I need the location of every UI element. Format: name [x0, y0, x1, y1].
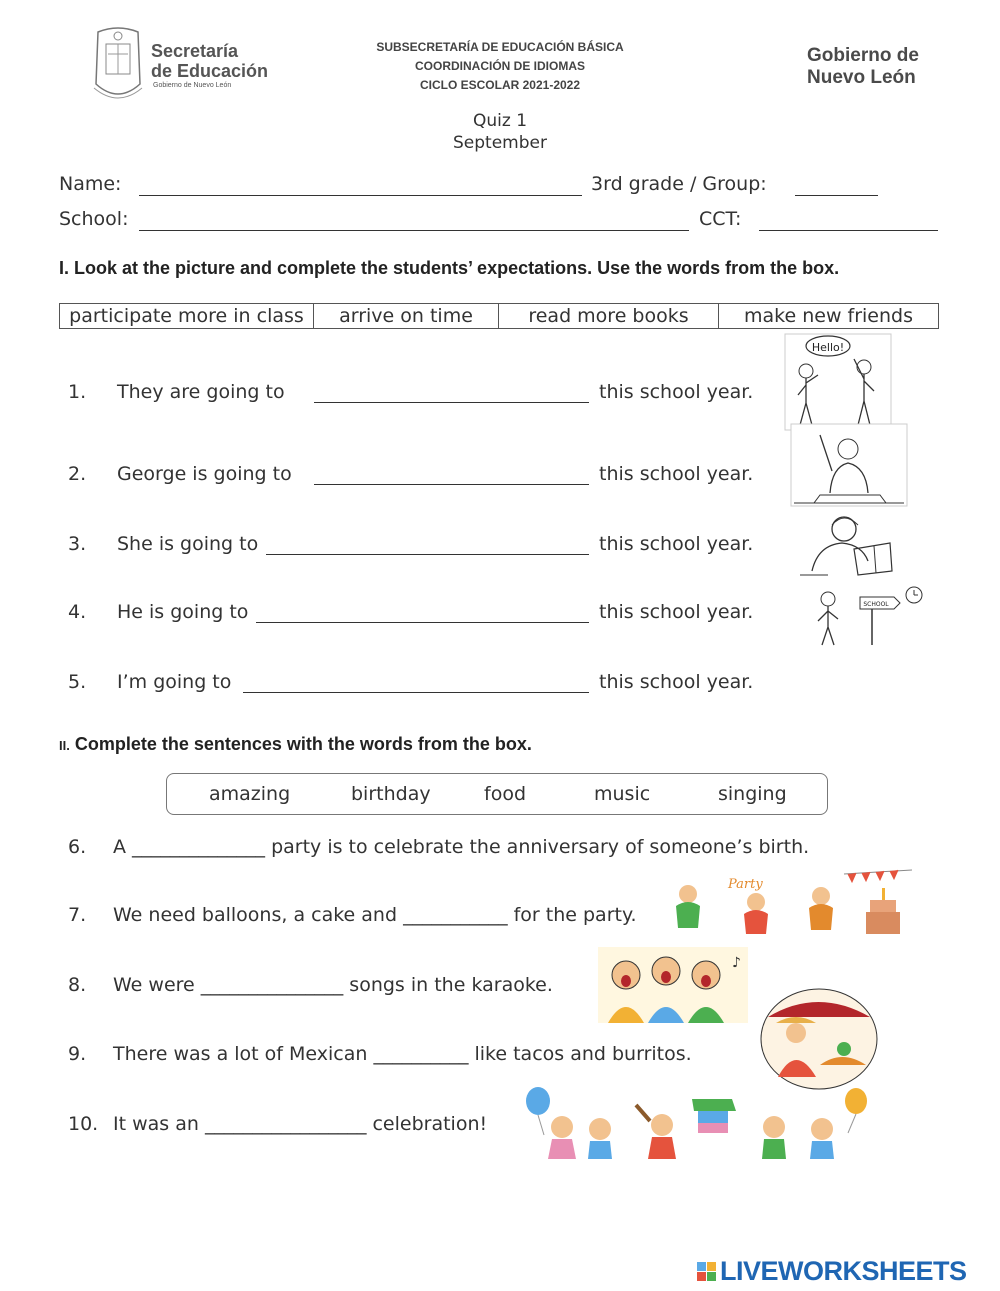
group-input-line[interactable] — [795, 195, 878, 196]
item-number: 1. — [68, 381, 87, 403]
read-books-picture — [798, 511, 898, 577]
logo-text-secretaria: Secretaría — [151, 41, 239, 61]
section2-heading — [59, 734, 532, 755]
karaoke-singing-picture — [598, 947, 748, 1023]
quiz-title: Quiz 1 — [472, 111, 528, 131]
item-suffix: this school year. — [599, 463, 754, 485]
word-box-item: amazing — [209, 783, 291, 805]
item-number: 3. — [68, 533, 87, 555]
word-box-item: make new friends — [744, 305, 913, 327]
word-box-item: food — [484, 783, 526, 805]
party-kids-picture — [522, 1087, 872, 1161]
sentence-8[interactable]: We were _______________ songs in the karaoke. — [113, 974, 553, 996]
section2-heading-text: Complete the sentences with the words from the box. — [69, 734, 532, 754]
header-subsecretaria: SUBSECRETARÍA DE EDUCACIÓN BÁSICA — [376, 40, 624, 54]
answer-line-1[interactable] — [314, 402, 589, 403]
logo-text-gobierno-small: Gobierno de Nuevo León — [153, 82, 232, 89]
sentence-6[interactable]: A ______________ party is to celebrate the anniversary of someone’s birth. — [113, 836, 810, 858]
school-input-line[interactable] — [139, 230, 689, 231]
hello-bubble-text: Hello! — [811, 341, 845, 354]
answer-line-4[interactable] — [256, 622, 589, 623]
item-prefix: He is going to — [117, 601, 249, 623]
quiz-month: September — [453, 133, 547, 153]
header-center — [340, 38, 660, 95]
item-suffix: this school year. — [599, 381, 754, 403]
word-box-item: arrive on time — [314, 304, 499, 328]
school-label: School: — [59, 208, 129, 230]
arrive-on-time-picture — [806, 585, 930, 647]
item-number: 10. — [68, 1113, 99, 1135]
item-prefix: She is going to — [117, 533, 259, 555]
section2-word-box — [166, 773, 828, 815]
cct-input-line[interactable] — [759, 230, 938, 231]
logo-right-nuevo-leon: Nuevo León — [807, 67, 916, 88]
word-box-item: music — [594, 783, 651, 805]
word-box-item: birthday — [351, 783, 431, 805]
item-suffix: this school year. — [599, 601, 754, 623]
section1-heading: I. Look at the picture and complete the students’ expectations. Use the words from the box. — [59, 258, 840, 278]
item-number: 6. — [68, 836, 87, 858]
answer-line-2[interactable] — [314, 484, 589, 485]
liveworksheets-logo-icon — [697, 1262, 716, 1281]
party-banner-text: Party — [728, 877, 763, 892]
item-suffix: this school year. — [599, 671, 754, 693]
sentence-9[interactable]: There was a lot of Mexican __________ like tacos and burritos. — [113, 1043, 692, 1065]
svg-text:♪: ♪ — [732, 955, 741, 971]
liveworksheets-brand[interactable] — [697, 1257, 967, 1285]
birthday-party-picture — [666, 866, 912, 938]
name-input-line[interactable] — [139, 195, 582, 196]
participate-class-picture — [790, 423, 908, 507]
item-number: 4. — [68, 601, 87, 623]
mexican-food-picture — [758, 987, 880, 1091]
word-box-item: read more books — [499, 304, 719, 328]
item-number: 5. — [68, 671, 87, 693]
item-number: 8. — [68, 974, 87, 996]
grade-group-label: 3rd grade / Group: — [591, 173, 767, 195]
sentence-7[interactable]: We need balloons, a cake and ___________ for the party. — [113, 904, 637, 926]
state-seal-logo — [88, 24, 148, 106]
liveworksheets-wordmark: LIVEWORKSHEETS — [720, 1255, 967, 1286]
item-prefix: George is going to — [117, 463, 292, 485]
word-box-item: singing — [718, 783, 787, 805]
item-number: 9. — [68, 1043, 87, 1065]
answer-line-3[interactable] — [266, 554, 589, 555]
item-suffix: this school year. — [599, 533, 754, 555]
answer-line-5[interactable] — [243, 692, 589, 693]
item-number: 7. — [68, 904, 87, 926]
logo-right-gobierno: Gobierno de — [807, 45, 919, 66]
header-coordinacion: COORDINACIÓN DE IDIOMAS — [414, 59, 585, 73]
make-friends-picture — [784, 333, 892, 431]
section1-word-box — [59, 303, 939, 329]
sentence-10[interactable]: It was an _________________ celebration! — [113, 1113, 488, 1135]
item-prefix: I’m going to — [117, 671, 232, 693]
school-sign-text: SCHOOL — [863, 601, 889, 608]
section2-heading-number: II. — [59, 738, 70, 753]
word-box-item: participate more in class — [60, 304, 314, 328]
name-label: Name: — [59, 173, 122, 195]
item-prefix: They are going to — [117, 381, 285, 403]
logo-text-educacion: de Educación — [151, 61, 269, 81]
item-number: 2. — [68, 463, 87, 485]
header-ciclo: CICLO ESCOLAR 2021-2022 — [419, 78, 581, 92]
cct-label: CCT: — [699, 208, 742, 230]
